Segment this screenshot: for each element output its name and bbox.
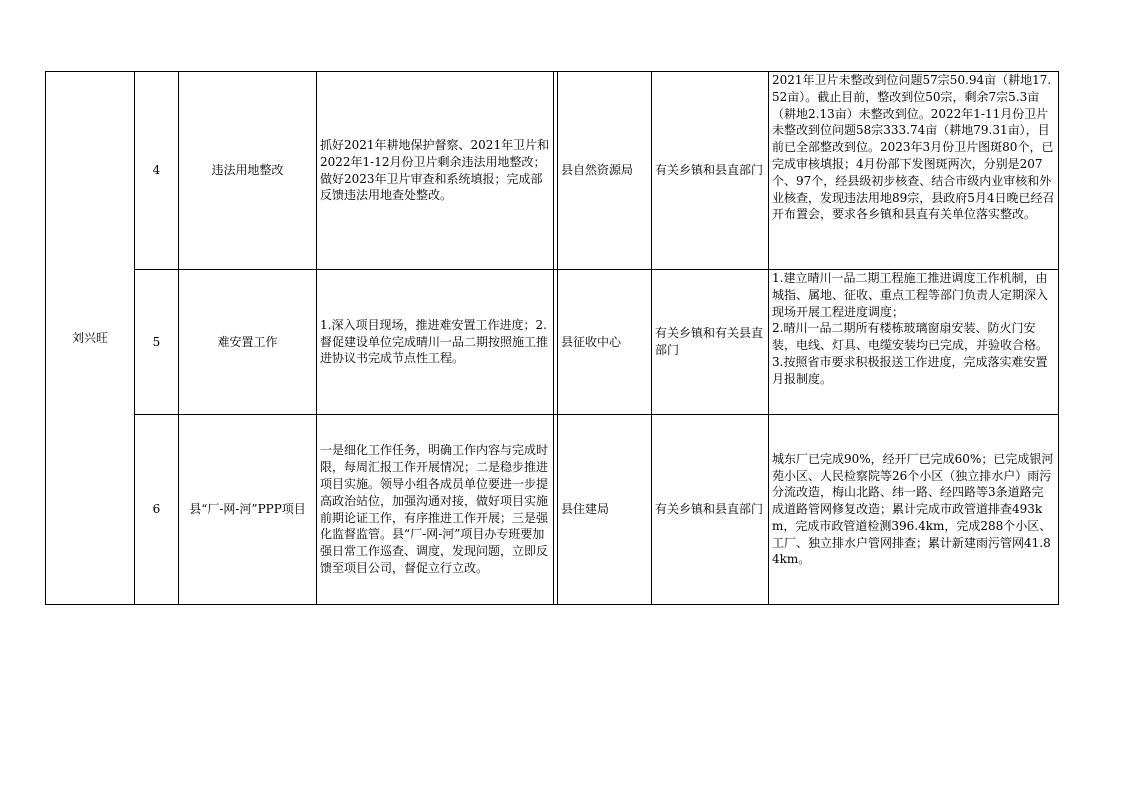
table-row <box>46 72 1059 270</box>
lead-department: 县自然资源局 <box>558 72 652 270</box>
task-measures: 一是细化工作任务，明确工作内容与完成时限，每周汇报工作开展情况；二是稳步推进项目实施。领导小组各成员单位要进一步提高政治站位，加强沟通对接，做好项目实施前期论证工作，有序推进工作开展；三是强化监督监管。县“厂-网-河”项目办专班要加强日常工作巡查、调度，发现问题，立即反馈至项目公司，督促立行立改。 <box>317 415 554 605</box>
table-row <box>46 415 1059 605</box>
row-number: 5 <box>135 270 179 415</box>
task-name: 难安置工作 <box>179 270 317 415</box>
cooperating-department: 有关乡镇和有关县直部门 <box>652 270 769 415</box>
row-number: 4 <box>135 72 179 270</box>
table-row <box>46 270 1059 415</box>
task-measures: 1.深入项目现场，推进难安置工作进度；2.督促建设单位完成晴川一品二期按照施工推进协议书完成节点性工程。 <box>317 270 554 415</box>
row-number: 6 <box>135 415 179 605</box>
task-table <box>45 71 1059 605</box>
cooperating-department: 有关乡镇和县直部门 <box>652 72 769 270</box>
progress-text-lines: 1.建立晴川一品二期工程施工推进调度工作机制，由城指、属地、征收、重点工程等部门负责人定期深入现场开展工程进度调度； 2.晴川一品二期所有楼栋玻璃窗扇安装、防火门安装，电线、灯具、电缆安装均已完成，并验收合格。 3.按照省市要求积极报送工作进度，完成落实难安置月报制度。 <box>772 271 1049 386</box>
task-measures: 抓好2021年耕地保护督察、2021年卫片和2022年1-12月份卫片剩余违法用地整改；做好2023年卫片审查和系统填报；完成部反馈违法用地查处整改。 <box>317 72 554 270</box>
lead-department: 县住建局 <box>558 415 652 605</box>
progress-text: 城东厂已完成90%，经开厂已完成60%；已完成银河苑小区、人民检察院等26个小区（独立排水户）雨污分流改造，梅山北路、纬一路、经四路等3条道路完成道路管网修复改造；累计完成市政管道排查493km，完成市政管道检测396.4km，完成288个小区、工厂、独立排水户管网排查；累计新建雨污管网41.84km。 <box>769 415 1059 605</box>
progress-text: 2021年卫片未整改到位问题57宗50.94亩（耕地17.52亩）。截止目前，整改到位50宗，剩余7宗5.3亩（耕地2.13亩）未整改到位。2022年1-11月份卫片未整改到位问题58宗333.74亩（耕地79.31亩），目前已全部整改到位。2023年3月份卫片图斑80个，已完成审核填报；4月份部下发图斑两次，分别是207个、97个，经县级初步核查、结合市级内业审核和外业核查，发现违法用地89宗，县政府5月4日晚已经召开布置会，要求各乡镇和县直有关单位落实整改。 <box>769 72 1059 270</box>
lead-department: 县征收中心 <box>558 270 652 415</box>
responsible-person-cell: 刘兴旺 <box>46 72 135 605</box>
task-name: 县“厂-网-河”PPP项目 <box>179 415 317 605</box>
progress-text <box>769 270 1059 415</box>
task-name: 违法用地整改 <box>179 72 317 270</box>
cooperating-department: 有关乡镇和县直部门 <box>652 415 769 605</box>
